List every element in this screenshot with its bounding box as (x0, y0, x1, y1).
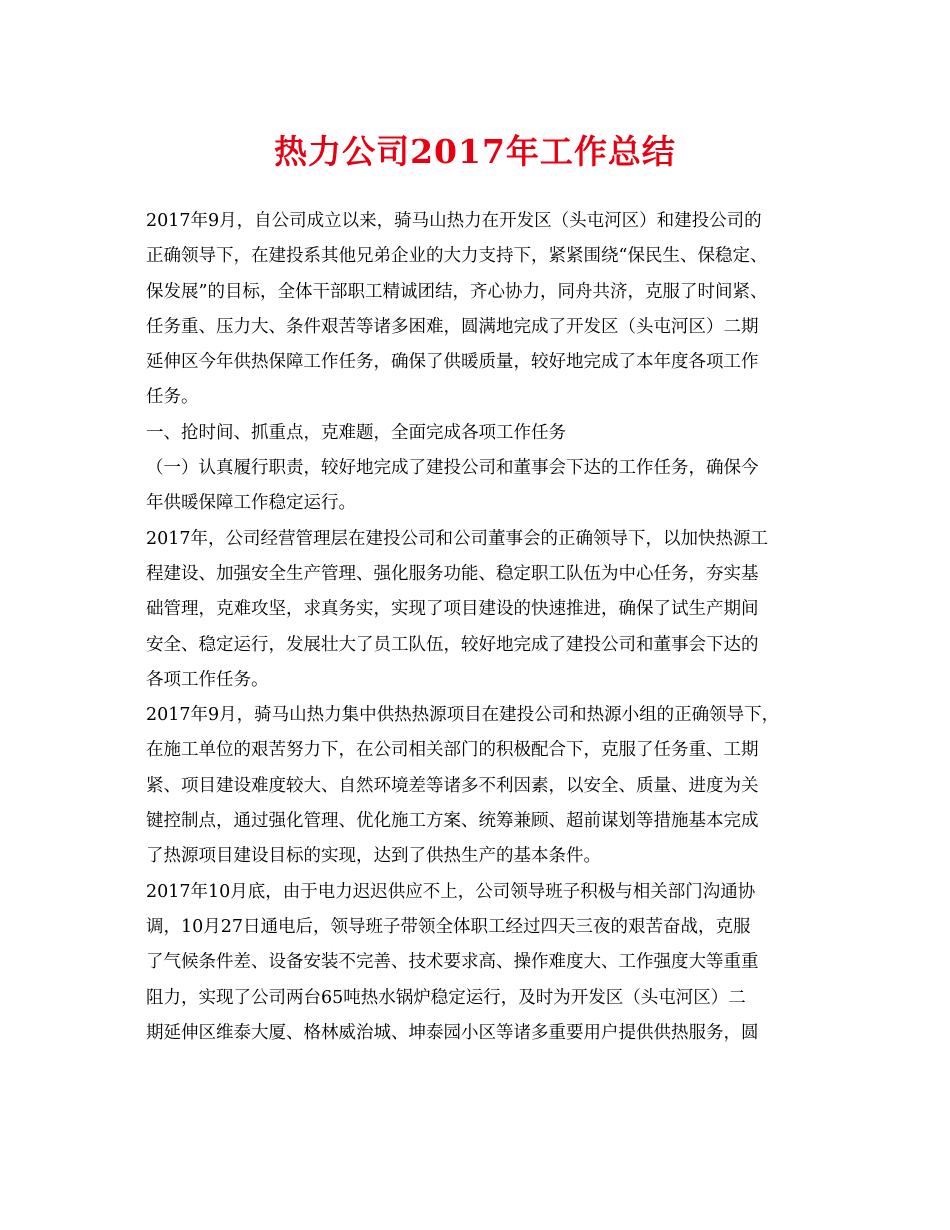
document-body (146, 204, 806, 1051)
text-line: 正确领导下，在建投系其他兄弟企业的大力支持下，紧紧围绕“保民生、保稳定、 (146, 246, 768, 267)
text-line: （一）认真履行职责，较好地完成了建投公司和董事会下达的工作任务，确保今 (146, 458, 759, 479)
text-line: 安全、稳定运行，发展壮大了员工队伍，较好地完成了建投公司和董事会下达的 (146, 634, 759, 655)
text-line: 础管理，克难攻坚，求真务实，实现了项目建设的快速推进，确保了试生产期间 (146, 599, 759, 620)
document-title: 热力公司2017年工作总结 (274, 132, 676, 171)
text-line: 任务重、压力大、条件艰苦等诸多困难，圆满地完成了开发区（头屯河区）二期 (146, 316, 759, 337)
text-line: 在施工单位的艰苦努力下，在公司相关部门的积极配合下，克服了任务重、工期 (146, 740, 759, 761)
text-line: 任务。 (146, 387, 199, 408)
text-line: 延伸区今年供热保障工作任务，确保了供暖质量，较好地完成了本年度各项工作 (146, 352, 759, 373)
text-line: 紧、项目建设难度较大、自然环境差等诸多不利因素，以安全、质量、进度为关 (146, 775, 759, 796)
text-line: 了热源项目建设目标的实现，达到了供热生产的基本条件。 (146, 846, 601, 867)
text-line: 2017年9月，骑马山热力集中供热热源项目在建投公司和热源小组的正确领导下， (146, 705, 780, 726)
text-line: 保发展”的目标，全体干部职工精诚团结，齐心协力，同舟共济，克服了时间紧、 (146, 281, 768, 302)
text-line: 年供暖保障工作稳定运行。 (146, 493, 356, 514)
text-line: 2017年9月，自公司成立以来，骑马山热力在开发区（头屯河区）和建投公司的 (146, 211, 762, 231)
section-heading: 一、抢时间、抓重点，克难题，全面完成各项工作任务 (146, 422, 566, 443)
text-line: 2017年10月底，由于电力迟迟供应不上，公司领导班子积极与相关部门沟通协 (146, 881, 756, 902)
text-line: 了气候条件差、设备安装不完善、技术要求高、操作难度大、工作强度大等重重 (146, 952, 759, 973)
text-line: 调，10月27日通电后，领导班子带领全体职工经过四天三夜的艰苦奋战，克服 (146, 916, 751, 937)
text-line: 各项工作任务。 (146, 669, 269, 690)
text-line: 程建设、加强安全生产管理、强化服务功能、稳定职工队伍为中心任务，夯实基 (146, 563, 759, 584)
text-line: 键控制点，通过强化管理、优化施工方案、统筹兼顾、超前谋划等措施基本完成 (146, 811, 759, 832)
text-line: 阻力，实现了公司两台65吨热水锅炉稳定运行，及时为开发区（头屯河区）二 (146, 987, 746, 1008)
text-line: 期延伸区维泰大厦、格林威治城、坤泰园小区等诸多重要用户提供供热服务，圆 (146, 1022, 759, 1043)
text-line: 2017年，公司经营管理层在建投公司和公司董事会的正确领导下，以加快热源工 (146, 528, 769, 549)
